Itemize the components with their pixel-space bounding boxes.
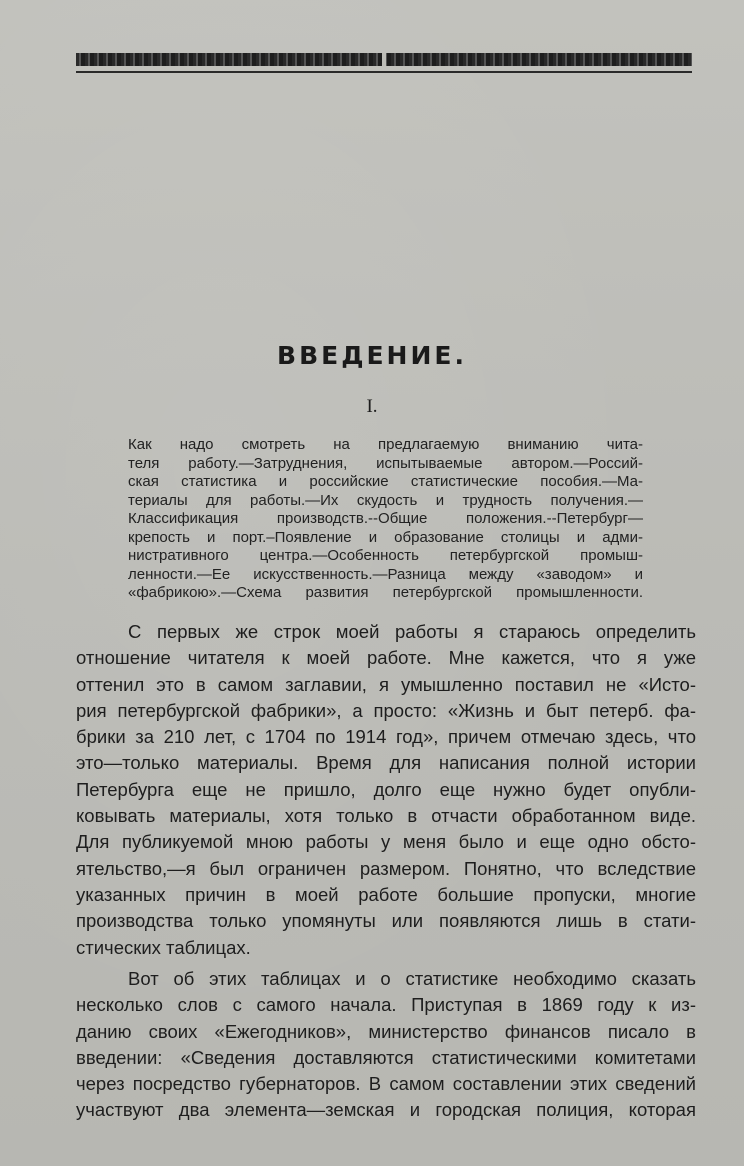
text-line: указанных причин в моей работе большие пропуски, многие bbox=[76, 883, 696, 905]
summary-line: Классификация производств.--Общие положения.--Петербург— bbox=[128, 510, 643, 527]
text-line: брики за 210 лет, с 1704 по 1914 год», причем отмечаю здесь, что bbox=[76, 726, 696, 748]
text-line: стических таблицах. bbox=[76, 936, 251, 958]
summary-line: крепость и порт.–Появление и образование столицы и адми- bbox=[128, 528, 643, 546]
text-line: Петербурга еще не пришло, долго еще нужно будет опубли- bbox=[76, 778, 696, 800]
summary-line: «фабрикою».—Схема развития петербургской промышленности. bbox=[128, 584, 643, 601]
text-line: оттенил это в самом заглавии, я умышленно поставил не «Исто- bbox=[76, 673, 696, 695]
paragraph-2 bbox=[76, 966, 696, 1124]
text-line: ковывать материалы, хотя только в отчасти обработанном виде. bbox=[76, 805, 696, 827]
summary-line: нистративного центра.—Особенность петербургской промыш- bbox=[128, 547, 643, 564]
summary-line: ленности.—Ее искусственность.—Разница между «заводом» и bbox=[128, 565, 643, 583]
paragraph-1 bbox=[76, 619, 696, 961]
text-line: через посредство губернаторов. В самом составлении этих сведений bbox=[76, 1073, 696, 1095]
text-line: это—только материалы. Время для написания полной истории bbox=[76, 752, 696, 774]
section-numeral: I. bbox=[366, 396, 378, 417]
text-line: отношение читателя к моей работе. Мне кажется, что я уже bbox=[76, 647, 696, 669]
text-line: производства только упомянуты или появляются лишь в стати- bbox=[76, 910, 696, 932]
text-line: Вот об этих таблицах и о статистике необходимо сказать bbox=[128, 968, 696, 989]
text-line: данию своих «Ежегодников», министерство финансов писало в bbox=[76, 1020, 696, 1042]
chapter-summary bbox=[128, 436, 643, 603]
text-line: участвуют два элемента—земская и городская полиция, которая bbox=[76, 1099, 696, 1121]
summary-line: Как надо смотреть на предлагаемую вниманию чита- bbox=[128, 436, 643, 453]
text-line: ятельство,—я был ограничен размером. Понятно, что вследствие bbox=[76, 857, 696, 879]
summary-line: теля работу.—Затруднения, испытываемые автором.—Россий- bbox=[128, 454, 643, 472]
text-line: рия петербургской фабрики», а просто: «Жизнь и быт петерб. фа- bbox=[76, 699, 696, 721]
text-line: Для публикуемой мною работы у меня было и еще одно обсто- bbox=[76, 831, 696, 853]
header-thin-rule bbox=[76, 71, 692, 73]
decorative-header-rule bbox=[76, 53, 692, 66]
text-line: введении: «Сведения доставляются статистическими комитетами bbox=[76, 1046, 696, 1068]
summary-line: териалы для работы.—Их скудость и трудность получения.— bbox=[128, 491, 643, 509]
chapter-title: ВВЕДЕНИЕ. bbox=[277, 341, 467, 370]
text-line: С первых же строк моей работы я стараюсь определить bbox=[128, 621, 696, 642]
summary-line: ская статистика и российские статистические пособия.—Ма- bbox=[128, 473, 643, 490]
text-line: несколько слов с самого начала. Приступая в 1869 году к из- bbox=[76, 994, 696, 1016]
